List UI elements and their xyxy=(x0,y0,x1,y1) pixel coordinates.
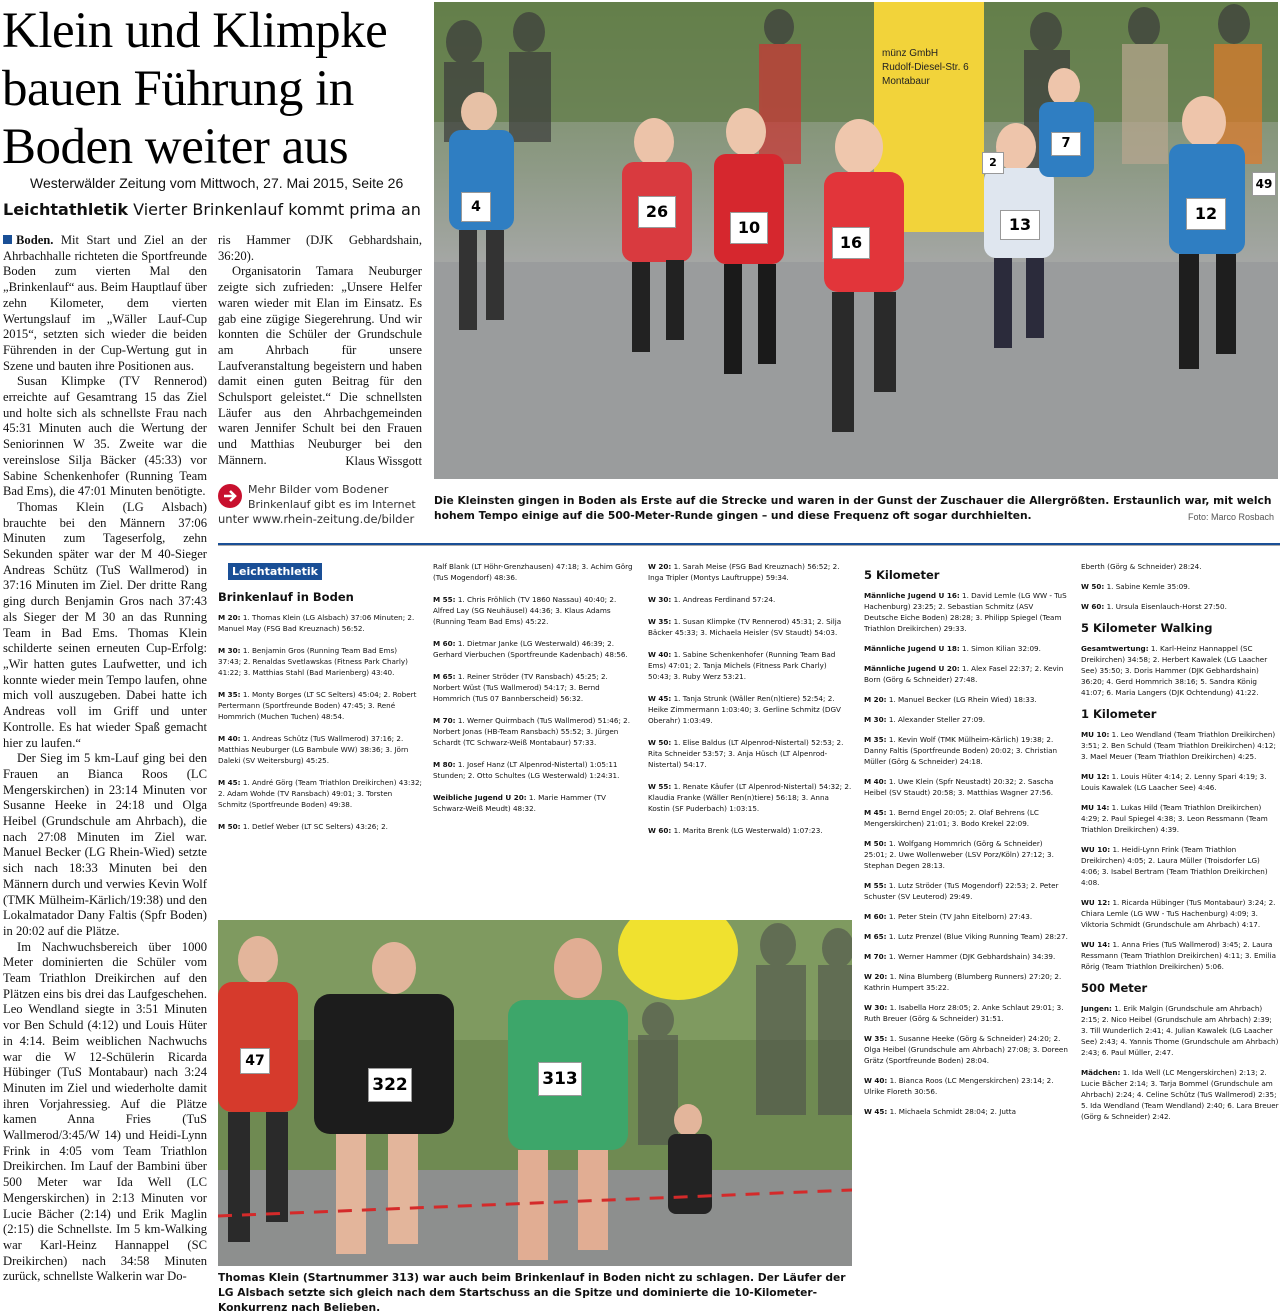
result-group: WU 10: 1. Heidi-Lynn Frink (Team Triathlon Dreikirchen) 4:05; 2. Laura Müller (Troisdorfer LG) 4:06; 3. Isabel Bertram (Team Triathlon Dreikirchen) 4:08. xyxy=(1081,845,1268,887)
bib-number: 16 xyxy=(832,227,870,259)
paragraph: Organisatorin Tamara Neuburger zeigte sich zufrieden: „Unsere Helfer waren wieder mit Elan im Einsatz. Es gab eine zügige Siegerehrung. Und wir konnten die Schüler der Grundschule am Ahrbach für unsere Laufveranstaltung begeistern und haben damit einen guten Beitrag für den Schulsport geleistet.“ Die schnellsten Läufer aus den Ahrbachgemeinden waren Jennifer Schult bei den Frauen und Matthias Neuburger bei den Männern. xyxy=(218,264,422,467)
result-group: MU 14: 1. Lukas Hild (Team Triathlon Dreikirchen) 4:29; 2. Paul Spiegel 4:38; 3. Leon Ressmann (Team Triathlon Dreikirchen) 4:39. xyxy=(1081,803,1268,834)
result-group: M 55: 1. Lutz Ströder (TuS Mogendorf) 22:53; 2. Peter Schuster (SV Leuterod) 29:49. xyxy=(864,881,1059,901)
kicker-text: Vierter Brinkenlauf kommt prima an xyxy=(133,200,421,219)
result-group: W 45: 1. Michaela Schmidt 28:04; 2. Jutta xyxy=(864,1107,1016,1116)
result-group: Weibliche Jugend U 20: 1. Marie Hammer (TV Schwarz-Weiß Meudt) 48:32. xyxy=(433,793,606,813)
bib-number: 47 xyxy=(240,1048,270,1074)
bib-number: 4 xyxy=(461,192,491,222)
result-group: W 50: 1. Sabine Kemle 35:09. xyxy=(1081,582,1191,591)
paragraph: ris Hammer (DJK Gebhardshain, 36:20). xyxy=(218,233,422,263)
result-group: M 65: 1. Lutz Prenzel (Blue Viking Running Team) 28:27. xyxy=(864,932,1068,941)
divider-rule xyxy=(218,545,1280,546)
result-group: Jungen: 1. Erik Malgin (Grundschule am Ahrbach) 2:15; 2. Nico Heibel (Grundschule am Ahrbach) 2:39; 3. Till Wunderlich 2:41; 4. Julian Kawalek (LG Laacher See) 2:43; 4. Yannis Thome (Grundschule am Ahrbach) 2:43; 6. Paul Müller, 2:47. xyxy=(1081,1004,1279,1057)
article-column-1 xyxy=(3,233,207,1308)
results-heading: 5 Kilometer Walking xyxy=(1081,621,1213,635)
arrow-right-icon xyxy=(218,484,242,508)
result-group: Männliche Jugend U 18: 1. Simon Kilian 32:09. xyxy=(864,644,1041,653)
result-group: W 60: 1. Ursula Eisenlauch-Horst 27:50. xyxy=(1081,602,1227,611)
sponsor-sign-line1: münz GmbH xyxy=(882,48,939,59)
more-pictures-text: Mehr Bilder vom Bodener Brinkenlauf gibt es im Internet xyxy=(248,483,416,511)
result-group: MU 10: 1. Leo Wendland (Team Triathlon Dreikirchen) 3:51; 2. Ben Schuld (Team Triathlon Dreikirchen) 4:12; 3. Mael Meuer (Team Triathlon Dreikirchen) 4:25. xyxy=(1081,730,1276,761)
results-column-a xyxy=(218,590,422,843)
result-group: M 30: 1. Benjamin Gros (Running Team Bad Ems) 37:43; 2. Renaldas Svetlawskas (Fitness Park Charly) 41:22; 3. Matthias Stahl (Bad Marienberg) 43:40. xyxy=(218,646,408,677)
results-heading: 500 Meter xyxy=(1081,981,1148,995)
results-heading: Brinkenlauf in Boden xyxy=(218,590,354,604)
result-group: W 40: 1. Bianca Roos (LC Mengerskirchen) 23:14; 2. Ulrike Floreth 30:56. xyxy=(864,1076,1054,1096)
bib-number: 313 xyxy=(538,1062,582,1096)
paragraph: Der Sieg im 5 km-Lauf ging bei den Frauen an Bianca Roos (LC Mengerskirchen) in 23:14 Minuten vor Susanne Heeke in 24:18 und Olga Heibel (Grundschule am Ahrbach), die nach 27:08 Minuten im Ziel war. Manuel Becker (LG Rhein-Wied) setzte sich nach 18:33 Minuten bei den Männern durch und verwies Kevin Wolf (TMK Mülheim-Kärlich/19:38) und den Lokalmatador Dany Faltis (Spfr Boden) in 20:02 auf die Plätze. xyxy=(3,751,207,938)
result-group: Mädchen: 1. Ida Well (LC Mengerskirchen) 2:13; 2. Lucie Bächer 2:14; 3. Tarja Bommel (Grundschule am Ahrbach) 2:24; 4. Celine Schütz (TuS Wallmerod) 2:35; 5. Ida Wendland (Team Wendland) 2:40; 6. Lara Breuer (Görg & Schneider) 2:42. xyxy=(1081,1068,1279,1121)
result-group: W 20: 1. Nina Blumberg (Blumberg Runners) 27:20; 2. Kathrin Humpert 35:22. xyxy=(864,972,1062,992)
photo-thomas-klein xyxy=(218,920,852,1266)
caption-bottom-photo: Thomas Klein (Startnummer 313) war auch beim Brinkenlauf in Boden nicht zu schlagen. Der Läufer der LG Alsbach setzte sich gleich nach dem Startschuss an die Spitze und dominierte die 10-Kilometer-Konkurrenz nach Belieben. xyxy=(218,1271,846,1312)
photo-kids-start xyxy=(434,2,1278,479)
result-group: W 30: 1. Andreas Ferdinand 57:24. xyxy=(648,595,776,604)
result-group: WU 12: 1. Ricarda Hübinger (TuS Montabaur) 3:24; 2. Chiara Lemle (LG WW - TuS Hachenburg) 4:09; 3. Viktoria Schmidt (Grundschule am Ahrbach) 4:17. xyxy=(1081,898,1276,929)
photo-thomas-klein-image xyxy=(218,920,852,1266)
sponsor-sign-line2: Rudolf-Diesel-Str. 6 xyxy=(882,62,969,73)
result-group: MU 12: 1. Louis Hüter 4:14; 2. Lenny Spari 4:19; 3. Louis Kawalek (LG Laacher See) 4:46. xyxy=(1081,772,1267,792)
result-group: Gesamtwertung: 1. Karl-Heinz Hannappel (SC Dreikirchen) 34:58; 2. Herbert Kawalek (LG Laacher See) 35:50; 3. Doris Hammer (DJK Gebhardshain) 36:20; 4. Gerd Hommrich 38:16; 5. Sandra König 41:07; 6. Maria Langers (DJK Ochtendung) 41:22. xyxy=(1081,644,1268,697)
result-group: W 55: 1. Renate Käufer (LT Alpenrod-Nistertal) 54:32; 2. Klaudia Franke (Wäller Ren(n)tiere) 56:18; 3. Anna Kostin (SF Puderbach) 1:03:15. xyxy=(648,782,852,813)
results-column-e xyxy=(1081,561,1279,1309)
result-group: M 30: 1. Alexander Steller 27:09. xyxy=(864,715,986,724)
results-heading: 1 Kilometer xyxy=(1081,707,1157,721)
kicker xyxy=(3,200,429,220)
result-group: M 80: 1. Josef Hanz (LT Alpenrod-Nistertal) 1:05:11 Stunden; 2. Otto Schultes (LG Westerwald) 1:24:31. xyxy=(433,760,620,780)
result-group: W 30: 1. Isabella Horz 28:05; 2. Anke Schlaut 29:01; 3. Ruth Breuer (Görg & Schneider) 31:51. xyxy=(864,1003,1064,1023)
result-group: M 20: 1. Thomas Klein (LG Alsbach) 37:06 Minuten; 2. Manuel May (FSG Bad Kreuznach) 56:52. xyxy=(218,613,415,633)
result-group: M 50: 1. Wolfgang Hommrich (Görg & Schneider) 25:01; 2. Uwe Wollenweber (LSV Porz/Köln) 27:12; 3. Stephan Degen 28:13. xyxy=(864,839,1054,870)
result-group: M 50: 1. Detlef Weber (LT SC Selters) 43:26; 2. xyxy=(218,822,388,831)
results-column-c xyxy=(648,561,852,847)
caption-top-photo: Die Kleinsten gingen in Boden als Erste auf die Strecke und waren in der Gunst der Zuschauer die Allergrößten. Erstaunlich war, mit welch hohem Tempo einige auf die 500-Meter-Runde gingen – und diese Frequenz oft sogar durchhielten. xyxy=(434,494,1272,522)
source-line: Westerwälder Zeitung vom Mittwoch, 27. Mai 2015, Seite 26 xyxy=(30,175,404,191)
more-pictures-box[interactable] xyxy=(218,482,430,532)
result-group: W 50: 1. Elise Baldus (LT Alpenrod-Nistertal) 52:53; 2. Rita Schneider 53:57; 3. Anja Hüsch (LT Alpenrod-Nistertal) 54:17. xyxy=(648,738,844,769)
paragraph: Thomas Klein (LG Alsbach) brauchte bei den Männern 37:06 Minuten zum Tageserfolg, zehn Sekunden später war der M 40-Sieger Andreas Schütz (TuS Wallmerod) in 37:16 Minuten im Ziel. Der dritte Rang ging durch Benjamin Gros nach 37:43 als Sieger der M 30 an das Running Team in Bad Ems. Thomas Klein schilderte seinen erneuten Cup-Erfolg: „Wir hatten gutes Laufwetter, und ich konnte wieder mein Tempo laufen, ohne mich voll auszugeben. Dabei hatte ich Andreas voll im Griff und unter Kontrolle. Es hat wieder Spaß gemacht hier zu laufen.“ xyxy=(3,499,207,750)
article-column-2 xyxy=(218,233,422,473)
result-group: W 20: 1. Sarah Meise (FSG Bad Kreuznach) 56:52; 2. Inga Tripler (Montys Lauftruppe) 59:34. xyxy=(648,562,840,582)
results-column-d xyxy=(864,568,1068,1308)
result-group: Männliche Jugend U 16: 1. David Lemle (LG WW - TuS Hachenburg) 23:25; 2. Sebastian Schmitz (ASV Deutsche Eiche Boden) 28:28; 3. Philipp Spiegel (Team Triathlon Dreikirchen) 29:33. xyxy=(864,591,1067,633)
bib-number: 26 xyxy=(638,196,676,228)
result-group: W 35: 1. Susanne Heeke (Görg & Schneider) 24:20; 2. Olga Heibel (Grundschule am Ahrbach) 27:08; 3. Doreen Grätz (Sportfreunde Boden) 28:04. xyxy=(864,1034,1068,1065)
result-group: M 40: 1. Uwe Klein (Spfr Neustadt) 20:32; 2. Sascha Heibel (SV Staudt) 20:58; 3. Matthias Wagner 27:56. xyxy=(864,777,1054,797)
result-group: M 20: 1. Manuel Becker (LG Rhein Wied) 18:33. xyxy=(864,695,1037,704)
paragraph: Im Nachwuchsbereich über 1000 Meter dominierten die Schüler vom Team Triathlon Dreikirchen auf den Plätzen eins bis drei das Laufgeschehen. Leo Wendland siegte in 3:51 Minuten vor Ben Schuld (4:12) und Louis Hüter in 4:14. Beim weiblichen Nachwuchs war die W 12-Schülerin Ricarda Hübinger (TuS Montabaur) nach 3:24 Minuten im Ziel und wiederholte damit ihren Vorjahressieg. Auf die Plätze kamen Anna Fries (TuS Wallmerod/3:45/W 14) und Heidi-Lynn Frink in 4:05 vom Team Triathlon Dreikirchen. Im Lauf der Bambini über 500 Meter war Ida Well (LC Mengerskirchen) in 2:13 Minuten vor Lucie Bächer (2:14) und Erik Maglin (2:15) die Schnellste. Im 5 km-Walking war Karl-Heinz Hannappel (SC Dreikirchen) nach 34:58 Minuten zurück, schnellste Walkerin war Do- xyxy=(3,939,207,1284)
result-group: WU 14: 1. Anna Fries (TuS Wallmerod) 3:45; 2. Laura Ressmann (Team Triathlon Dreikirchen) 4:11; 3. Emilia Rörig (Team Triathlon Dreikirchen) 5:06. xyxy=(1081,940,1276,971)
bib-number: 2 xyxy=(982,152,1004,174)
paragraph: Susan Klimpke (TV Rennerod) erreichte auf Gesamtrang 15 das Ziel und holte sich als schnellste Frau nach 45:31 Minuten auch die Wertung der Seniorinnen W 35. Zweite war die vereinslose Silja Bäcker (45:33) vor Sabine Schenkenhofer (Running Team Bad Ems), die 47:01 Minuten benötigte. xyxy=(3,374,207,499)
result-group: W 35: 1. Susan Klimpke (TV Rennerod) 45:31; 2. Silja Bäcker 45:33; 3. Michaela Heisler (SV Staudt) 54:03. xyxy=(648,617,842,637)
result-group: M 70: 1. Werner Quirmbach (TuS Wallmerod) 51:46; 2. Norbert Jonas (HB-Team Ransbach) 55:52; 3. Jürgen Schardt (TC Schwarz-Weiß Montabaur) 57:33. xyxy=(433,716,631,747)
results-column-b xyxy=(433,561,637,825)
result-group: W 40: 1. Sabine Schenkenhofer (Running Team Bad Ems) 47:01; 2. Tanja Michels (Fitness Park Charly) 50:43; 3. Ruby Werz 53:21. xyxy=(648,650,836,681)
result-group: M 45: 1. Bernd Engel 20:05; 2. Olaf Behrens (LC Mengerskirchen) 21:01; 3. Bodo Krekel 22:09. xyxy=(864,808,1039,828)
result-group: M 60: 1. Peter Stein (TV Jahn Eitelborn) 27:43. xyxy=(864,912,1033,921)
result-group: M 45: 1. André Görg (Team Triathlon Dreikirchen) 43:32; 2. Adam Wohde (TV Ransbach) 49:01; 3. Torsten Schmitz (Sportfreunde Boden) 49:38. xyxy=(218,778,422,809)
result-group: M 70: 1. Werner Hammer (DJK Gebhardshain) 34:39. xyxy=(864,952,1056,961)
author: Klaus Wissgott xyxy=(345,453,422,468)
result-group: W 45: 1. Tanja Strunk (Wäller Ren(n)tiere) 52:54; 2. Heike Zimmermann 1:03:40; 3. Gerline Schmitz (DGV Oberahr) 1:03:49. xyxy=(648,694,841,725)
result-group: M 40: 1. Andreas Schütz (TuS Wallmerod) 37:16; 2. Matthias Neuburger (LG Bambule WW) 38:36; 3. Jörn Daleki (SV Weitersburg) 45:25. xyxy=(218,734,409,765)
result-group: M 55: 1. Chris Fröhlich (TV 1860 Nassau) 40:40; 2. Alfred Lay (SG Neuhäusel) 44:36; 3. Klaus Adams (Running Team Bad Ems) 45:22. xyxy=(433,595,617,626)
result-group: Eberth (Görg & Schneider) 28:24. xyxy=(1081,562,1202,571)
result-group: M 35: 1. Kevin Wolf (TMK Mülheim-Kärlich) 19:38; 2. Danny Faltis (Sportfreunde Boden) 20:02; 3. Christian Müller (Görg & Schneider) 24:18. xyxy=(864,735,1058,766)
result-group: M 35: 1. Monty Borges (LT SC Selters) 45:04; 2. Robert Pertermann (Sportfreunde Boden) 47:45; 3. René Hommrich (Muchen Tuchen) 48:54. xyxy=(218,690,417,721)
section-tag: Leichtathletik xyxy=(228,563,322,580)
result-group: M 65: 1. Reiner Ströder (TV Ransbach) 45:25; 2. Norbert Wüst (TuS Wallmerod) 54:17; 3. Bernd Hommrich (TuS 07 Bannberscheid) 56:32. xyxy=(433,672,608,703)
dateline: Boden. xyxy=(16,233,54,247)
bib-number: 12 xyxy=(1186,198,1226,230)
bullet-square-icon xyxy=(3,235,12,244)
headline: Klein und Klimpke bauen Führung in Boden weiter aus xyxy=(2,3,388,175)
result-group: Ralf Blank (LT Höhr-Grenzhausen) 47:18; 3. Achim Görg (TuS Mogendorf) 48:36. xyxy=(433,562,633,582)
kicker-section: Leichtathletik xyxy=(3,200,128,219)
bib-number: 10 xyxy=(730,212,768,244)
bib-number: 49 xyxy=(1252,172,1276,196)
bib-number: 322 xyxy=(368,1068,412,1102)
bib-number: 13 xyxy=(1000,210,1040,240)
result-group: M 60: 1. Dietmar Janke (LG Westerwald) 46:39; 2. Gerhard Vierbuchen (Sportfreunde Kadenbach) 48:56. xyxy=(433,639,628,659)
paragraph: Boden. Mit Start und Ziel an der Ahrbachhalle richteten die Sportfreunde Boden zum vierten Mal den „Brinkenlauf“ aus. Beim Hauptlauf über zehn Kilometer, dem vierten Wertungslauf im „Wäller Lauf-Cup 2015“, setzten sich wieder die beiden Führenden in der Cup-Wertung gut in Szene und bauten ihre Positionen aus. xyxy=(3,233,207,373)
more-pictures-link[interactable]: unter www.rhein-zeitung.de/bilder xyxy=(218,512,415,526)
result-group: Männliche Jugend U 20: 1. Alex Fasel 22:37; 2. Kevin Born (Görg & Schneider) 27:48. xyxy=(864,664,1064,684)
results-heading: 5 Kilometer xyxy=(864,568,940,582)
photo-credit: Foto: Marco Rosbach xyxy=(1188,512,1275,522)
result-group: W 60: 1. Marita Brenk (LG Westerwald) 1:07:23. xyxy=(648,826,823,835)
sponsor-sign-line3: Montabaur xyxy=(882,76,930,87)
bib-number: 7 xyxy=(1051,132,1081,156)
